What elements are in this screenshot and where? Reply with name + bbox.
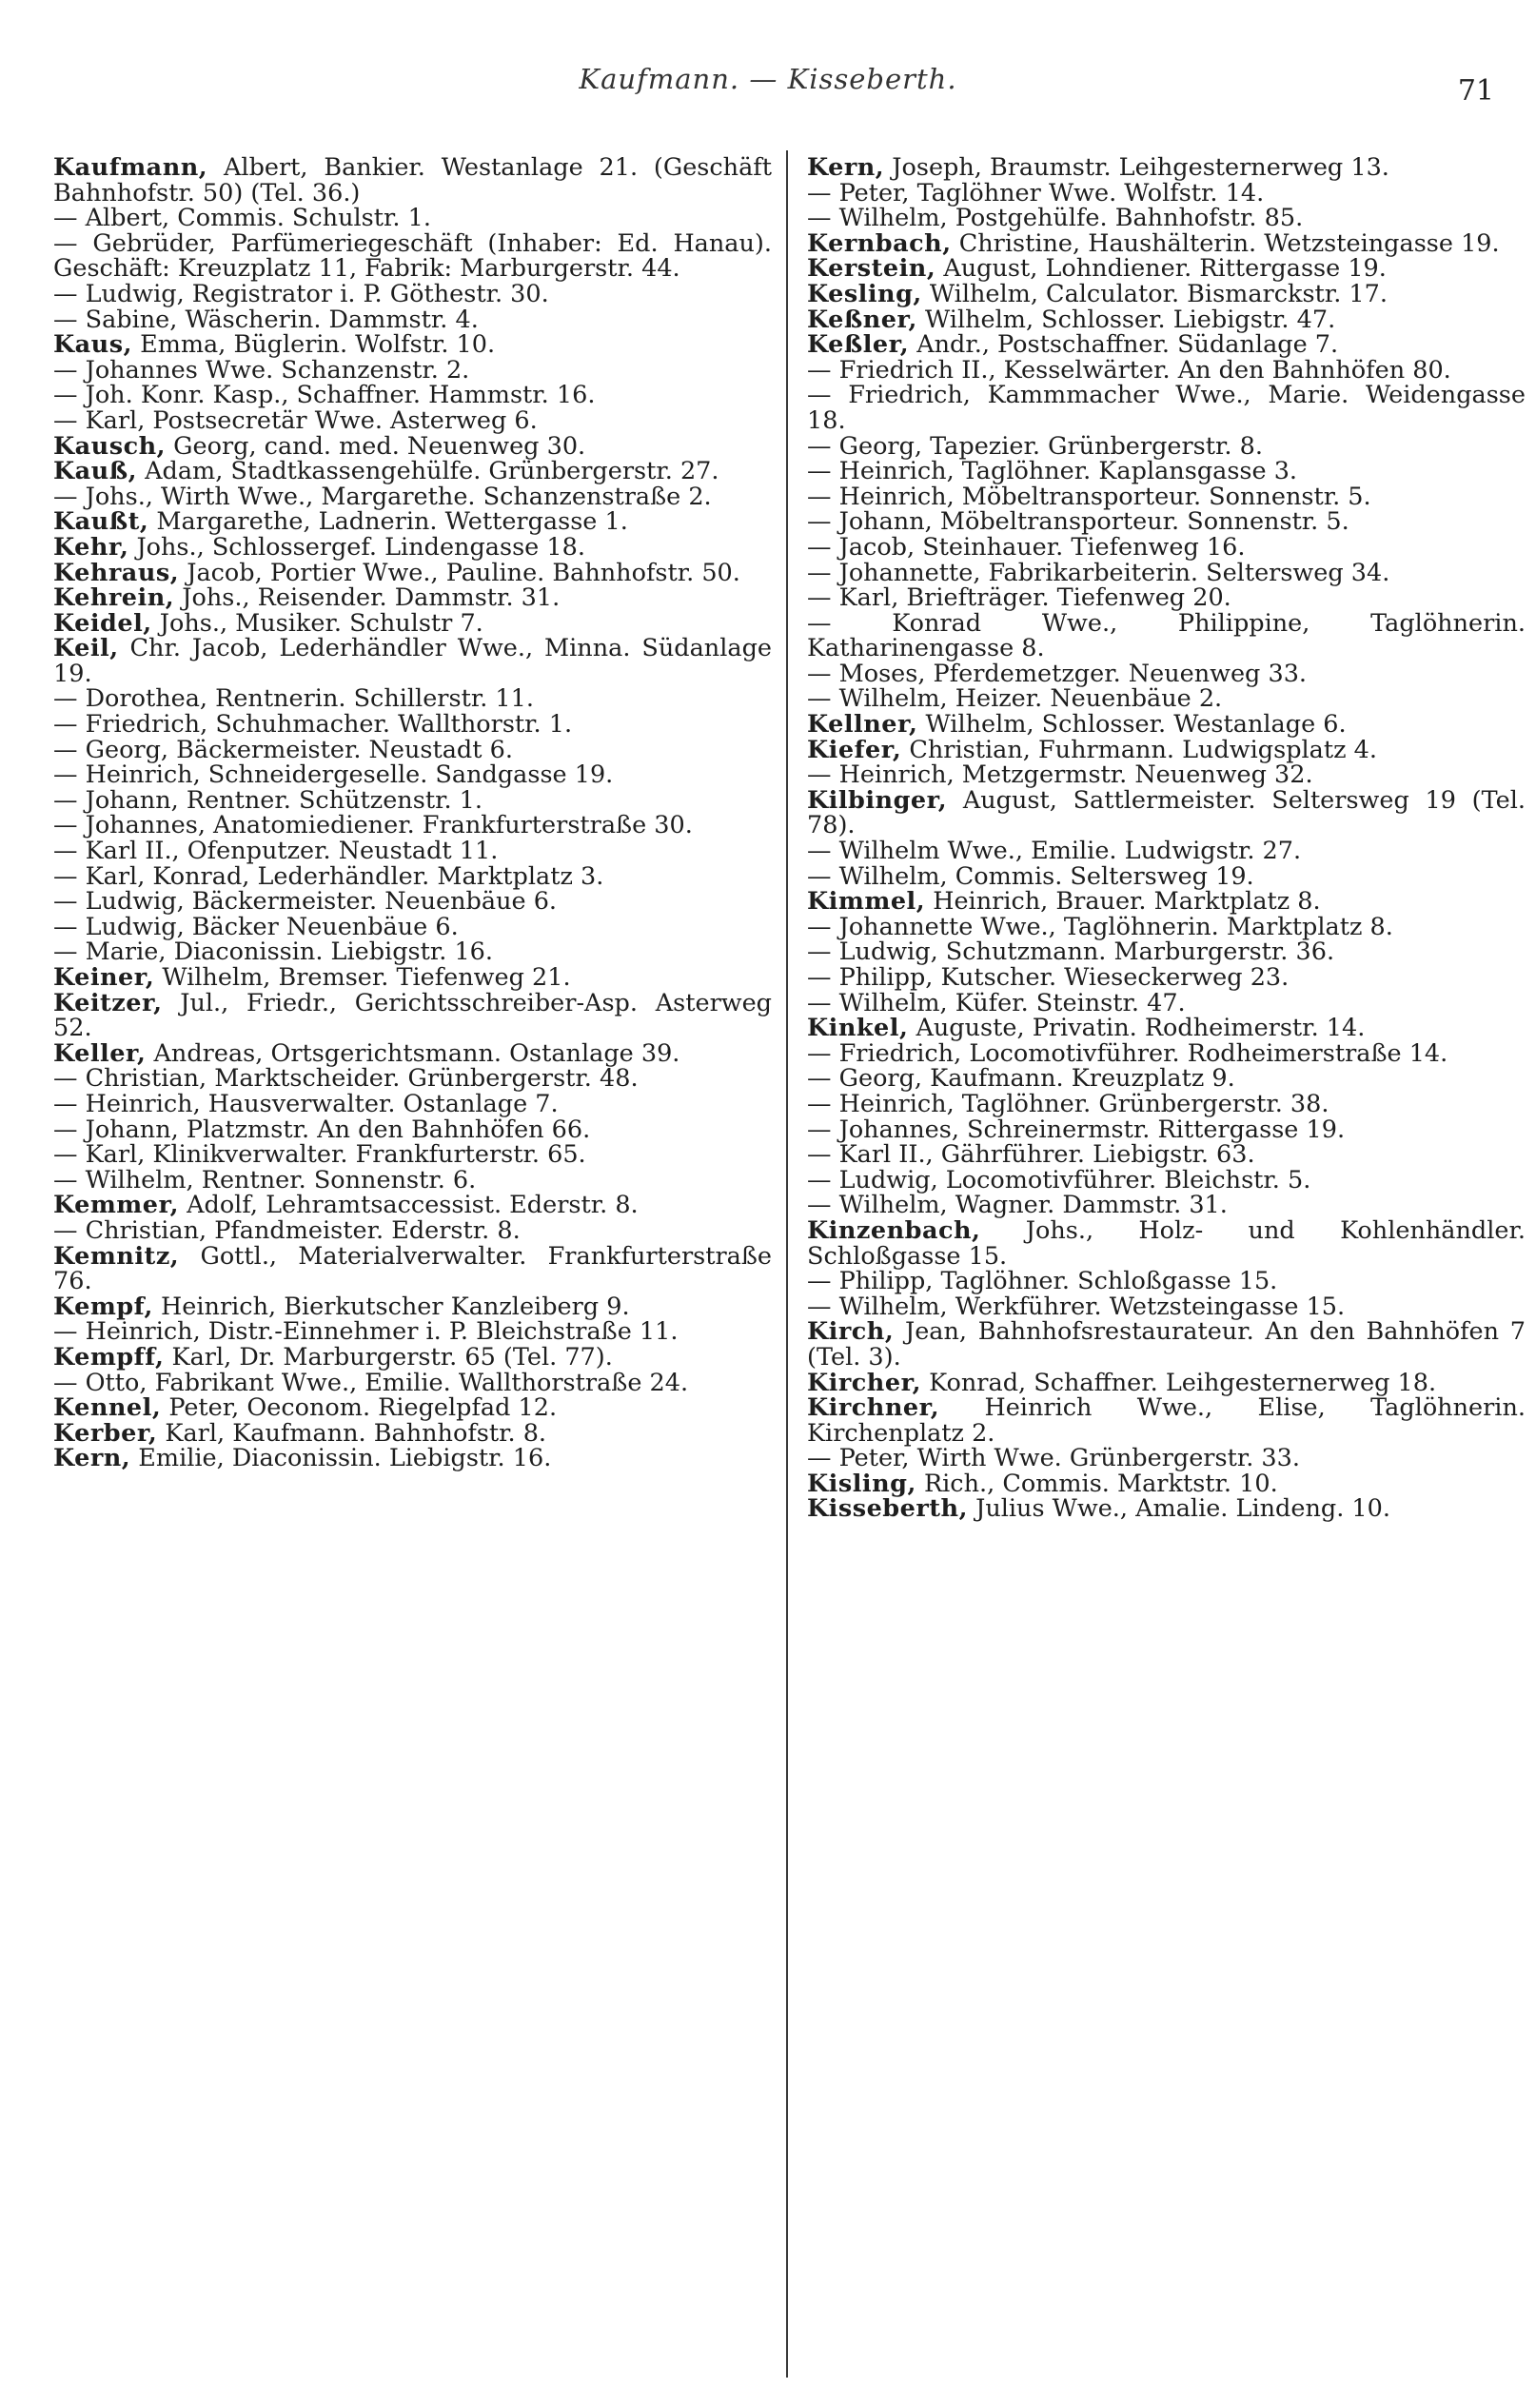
entry-details: — Johannette, Fabrikarbeiterin. Seltersweg 34. — [807, 558, 1390, 587]
directory-entry — [53, 965, 772, 991]
directory-entry — [53, 1165, 772, 1194]
entry-details: Johs., Holz- und Kohlenhändler. Schloßgasse 15. — [807, 1215, 1526, 1271]
entry-details: — Heinrich, Schneidergeselle. Sandgasse 19. — [53, 760, 614, 790]
directory-entry — [53, 1395, 772, 1421]
directory-entry — [807, 1446, 1526, 1471]
directory-entry — [53, 355, 772, 385]
right-column — [807, 155, 1526, 1522]
entry-details: Andreas, Ortsgerichtsmann. Ostanlage 39. — [153, 1038, 680, 1068]
entry-surname: Kerstein, — [807, 254, 936, 284]
entry-details: Jean, Bahnhofsrestaurateur. An den Bahnhöfen 7 (Tel. 3). — [807, 1317, 1526, 1372]
entry-surname: Kehrein, — [53, 583, 175, 613]
directory-entry — [807, 1016, 1526, 1041]
entry-details: Margarethe, Ladnerin. Wettergasse 1. — [156, 507, 628, 537]
entry-details: — Friedrich II., Kesselwärter. An den Bahnhöfen 80. — [807, 355, 1451, 385]
directory-entry — [53, 532, 772, 562]
entry-details: — Wilhelm, Küfer. Steinstr. 47. — [807, 988, 1186, 1017]
entry-details: — Karl, Postsecretär Wwe. Asterweg 6. — [53, 405, 538, 435]
directory-entry — [53, 1241, 772, 1296]
directory-entry — [807, 1368, 1526, 1397]
entry-details: Georg, cand. med. Neuenweg 30. — [173, 431, 586, 461]
entry-details: Gottl., Materialverwalter. Frankfurterstraße 76. — [53, 1241, 772, 1296]
entry-details: Chr. Jacob, Lederhändler Wwe., Minna. Südanlage 19. — [53, 634, 772, 688]
entry-details: — Moses, Pferdemetzger. Neuenweg 33. — [807, 659, 1308, 688]
entry-surname: Kehraus, — [53, 558, 180, 587]
entry-surname: Kaußt, — [53, 507, 149, 537]
entry-details: Joseph, Braumstr. Leihgesternerweg 13. — [892, 153, 1389, 182]
entry-details: — Johann, Rentner. Schützenstr. 1. — [53, 785, 482, 815]
directory-entry — [807, 355, 1526, 385]
entry-surname: Kempff, — [53, 1342, 165, 1372]
entry-details: Emma, Büglerin. Wolfstr. 10. — [140, 330, 496, 360]
directory-entry — [53, 155, 772, 206]
entry-details: — Peter, Taglöhner Wwe. Wolfstr. 14. — [807, 178, 1265, 207]
entry-surname: Keßler, — [807, 330, 910, 360]
entry-surname: Kern, — [807, 153, 885, 182]
entry-details: — Christian, Marktscheider. Grünbergerstr. 48. — [53, 1064, 639, 1094]
directory-entry — [807, 939, 1526, 965]
directory-entry — [807, 1215, 1526, 1271]
entry-details: Karl, Kaufmann. Bahnhofstr. 8. — [165, 1418, 547, 1448]
directory-entry — [807, 1142, 1526, 1168]
directory-entry — [807, 839, 1526, 864]
entry-surname: Kempf, — [53, 1292, 153, 1321]
entry-details: — Peter, Wirth Wwe. Grünbergerstr. 33. — [807, 1444, 1300, 1473]
directory-entry — [53, 1066, 772, 1092]
directory-entry — [53, 785, 772, 815]
directory-entry — [53, 383, 772, 408]
entry-surname: Kisling, — [807, 1469, 916, 1498]
directory-entry — [53, 228, 772, 284]
entry-details: — Wilhelm, Wagner. Dammstr. 31. — [807, 1191, 1228, 1220]
entry-surname: Kern, — [53, 1444, 131, 1473]
entry-details: Albert, Bankier. Westanlage 21. (Geschäft Bahnhofstr. 50) (Tel. 36.) — [53, 153, 772, 207]
directory-entry — [53, 1193, 772, 1218]
entry-surname: Kinzenbach, — [807, 1215, 981, 1245]
directory-entry — [53, 988, 773, 1043]
entry-details: — Heinrich, Metzgermstr. Neuenweg 32. — [807, 760, 1313, 790]
entry-details: Rich., Commis. Marktstr. 10. — [923, 1469, 1278, 1498]
entry-details: — Wilhelm Wwe., Emilie. Ludwigstr. 27. — [807, 837, 1302, 866]
entry-surname: Kemnitz, — [53, 1241, 180, 1271]
directory-entry — [807, 307, 1526, 333]
entry-details: Johs., Reisender. Dammstr. 31. — [182, 583, 561, 613]
entry-details: Wilhelm, Calculator. Bismarckstr. 17. — [929, 279, 1388, 308]
directory-entry — [807, 459, 1526, 484]
directory-entry — [53, 279, 772, 308]
entry-details: — Wilhelm, Rentner. Sonnenstr. 6. — [53, 1165, 477, 1194]
directory-entry — [807, 558, 1526, 587]
entry-details: Heinrich, Bierkutscher Kanzleiberg 9. — [161, 1292, 630, 1321]
entry-details: — Philipp, Taglöhner. Schloßgasse 15. — [807, 1267, 1278, 1296]
directory-entry — [53, 912, 772, 941]
entry-surname: Kimmel, — [807, 887, 926, 917]
directory-entry — [53, 1142, 772, 1168]
entry-details: Heinrich Wwe., Elise, Taglöhnerin. Kirchenplatz 2. — [807, 1393, 1526, 1448]
entry-details: — Ludwig, Schutzmann. Marburgerstr. 36. — [807, 938, 1335, 967]
entry-surname: Kinkel, — [807, 1014, 909, 1043]
entry-details: — Johann, Platzmstr. An den Bahnhöfen 66. — [53, 1115, 591, 1144]
entry-surname: Kernbach, — [807, 228, 952, 258]
entry-surname: Kirchner, — [807, 1393, 940, 1423]
directory-entry — [807, 532, 1526, 562]
directory-entry — [53, 608, 772, 638]
directory-entry — [807, 1319, 1526, 1370]
directory-entry — [53, 939, 772, 965]
directory-entry — [807, 228, 1526, 258]
entry-details: — Johannes, Anatomiediener. Frankfurterstraße 30. — [53, 811, 693, 840]
entry-details: — Konrad Wwe., Philippine, Taglöhnerin. Katharinengasse 8. — [807, 608, 1526, 663]
column-divider — [786, 150, 788, 2378]
page-header — [0, 63, 1536, 120]
entry-details: — Sabine, Wäscherin. Dammstr. 4. — [53, 305, 479, 334]
entry-surname: Kausch, — [53, 431, 167, 461]
entry-surname: Kerber, — [53, 1418, 158, 1448]
entry-details: — Ludwig, Bäckermeister. Neuenbäue 6. — [53, 887, 558, 917]
directory-entry — [807, 155, 1526, 181]
entry-surname: Kauß, — [53, 457, 137, 486]
directory-entry — [53, 813, 772, 839]
entry-details: — Karl, Klinikverwalter. Frankfurterstr. 65. — [53, 1140, 586, 1170]
entry-details: — Wilhelm, Heizer. Neuenbäue 2. — [807, 684, 1223, 714]
directory-entry — [807, 1066, 1526, 1092]
entry-details: Karl, Dr. Marburgerstr. 65 (Tel. 77). — [171, 1342, 613, 1372]
page-number: 71 — [1457, 74, 1494, 108]
entry-details: Auguste, Privatin. Rodheimerstr. 14. — [916, 1014, 1366, 1043]
directory-entry — [807, 661, 1526, 687]
entry-details: Peter, Oeconom. Riegelpfad 12. — [168, 1393, 558, 1423]
directory-entry — [807, 762, 1526, 788]
entry-details: — Wilhelm, Werkführer. Wetzsteingasse 15. — [807, 1292, 1346, 1321]
directory-entry — [53, 1342, 772, 1372]
directory-entry — [53, 558, 772, 587]
entry-details: — Friedrich, Kammmacher Wwe., Marie. Weidengasse 18. — [807, 381, 1526, 435]
entry-details: — Joh. Konr. Kasp., Schaffner. Hammstr. 16. — [53, 381, 596, 410]
running-title: Kaufmann. — Kisseberth. — [579, 63, 957, 95]
entry-details: Adam, Stadtkassengehülfe. Grünbergerstr. 27. — [145, 457, 719, 486]
entry-details: Jacob, Portier Wwe., Pauline. Bahnhofstr. 50. — [187, 558, 740, 587]
directory-entry — [807, 332, 1526, 358]
entry-details: Wilhelm, Schlosser. Westanlage 6. — [925, 710, 1347, 740]
left-column — [53, 155, 772, 1471]
directory-entry — [807, 1089, 1526, 1118]
directory-entry — [807, 1193, 1526, 1218]
entry-details: Emilie, Diaconissin. Liebigstr. 16. — [138, 1444, 552, 1473]
directory-entry — [807, 509, 1526, 535]
entry-details: Christian, Fuhrmann. Ludwigsplatz 4. — [909, 735, 1377, 764]
entry-surname: Kaufmann, — [53, 153, 208, 182]
directory-entry — [807, 1496, 1526, 1522]
entry-details: Konrad, Schaffner. Leihgesternerweg 18. — [929, 1368, 1437, 1397]
directory-entry — [53, 1418, 772, 1448]
entry-details: — Georg, Kaufmann. Kreuzplatz 9. — [807, 1064, 1235, 1094]
directory-entry — [53, 889, 772, 915]
directory-entry — [807, 1471, 1526, 1497]
directory-entry — [53, 762, 772, 788]
directory-entry — [53, 459, 772, 484]
directory-entry — [53, 1294, 772, 1320]
directory-entry — [807, 383, 1526, 433]
entry-details: — Johann, Möbeltransporteur. Sonnenstr. 5. — [807, 507, 1349, 537]
directory-entry — [53, 636, 772, 686]
directory-entry — [53, 307, 772, 333]
entry-details: — Ludwig, Registrator i. P. Göthestr. 30. — [53, 279, 549, 308]
entry-details: — Friedrich, Schuhmacher. Wallthorstr. 1. — [53, 710, 573, 740]
directory-entry — [53, 1446, 772, 1471]
directory-entry — [807, 1165, 1526, 1194]
entry-details: — Karl, Konrad, Lederhändler. Marktplatz 3. — [53, 861, 604, 891]
directory-entry — [53, 431, 772, 461]
entry-details: — Georg, Bäckermeister. Neustadt 6. — [53, 735, 513, 764]
entry-details: Julius Wwe., Amalie. Lindeng. 10. — [975, 1494, 1390, 1524]
directory-entry — [53, 1215, 772, 1245]
directory-entry — [53, 839, 772, 864]
entry-surname: Kirch, — [807, 1317, 895, 1347]
entry-details: — Heinrich, Hausverwalter. Ostanlage 7. — [53, 1089, 559, 1118]
entry-details: — Johannes, Schreinermstr. Rittergasse 19. — [807, 1115, 1346, 1144]
directory-entry — [807, 988, 1526, 1017]
directory-entry — [807, 1117, 1526, 1143]
directory-entry — [807, 431, 1526, 461]
directory-entry — [53, 686, 772, 712]
entry-details: Johs., Musiker. Schulstr 7. — [159, 608, 483, 638]
entry-details: — Georg, Tapezier. Grünbergerstr. 8. — [807, 431, 1263, 461]
directory-entry — [53, 1368, 772, 1397]
entry-details: — Heinrich, Distr.-Einnehmer i. P. Bleichstraße 11. — [53, 1317, 679, 1347]
entry-details: — Johs., Wirth Wwe., Margarethe. Schanzenstraße 2. — [53, 482, 712, 511]
entry-surname: Keil, — [53, 634, 119, 663]
directory-entry — [53, 712, 772, 738]
entry-details: Heinrich, Brauer. Marktplatz 8. — [933, 887, 1321, 917]
directory-entry — [53, 206, 772, 231]
entry-details: — Friedrich, Locomotivführer. Rodheimerstraße 14. — [807, 1038, 1448, 1068]
entry-details: — Ludwig, Locomotivführer. Bleichstr. 5. — [807, 1165, 1311, 1194]
entry-details: Jul., Friedr., Gerichtsschreiber-Asp. Asterweg 52. — [53, 988, 773, 1043]
directory-entry — [53, 1319, 772, 1345]
entry-surname: Kisseberth, — [807, 1494, 968, 1524]
entry-surname: Kircher, — [807, 1368, 922, 1397]
entry-details: — Gebrüder, Parfümeriegeschäft (Inhaber: Ed. Hanau). Geschäft: Kreuzplatz 11, Fabrik: Marburgerstr. 44. — [53, 228, 772, 284]
entry-surname: Kiefer, — [807, 735, 902, 764]
entry-surname: Kilbinger, — [807, 785, 948, 815]
entry-details: August, Lohndiener. Rittergasse 19. — [943, 254, 1387, 284]
directory-entry — [807, 178, 1526, 207]
entry-details: Adolf, Lehramtsaccessist. Ederstr. 8. — [187, 1191, 639, 1220]
directory-entry — [53, 332, 772, 358]
entry-details: — Heinrich, Taglöhner. Kaplansgasse 3. — [807, 457, 1298, 486]
entry-surname: Kesling, — [807, 279, 922, 308]
directory-entry — [807, 889, 1526, 915]
directory-entry — [53, 509, 772, 535]
directory-entry — [807, 1038, 1526, 1068]
entry-surname: Keitzer, — [53, 988, 163, 1017]
entry-details: — Wilhelm, Postgehülfe. Bahnhofstr. 85. — [807, 204, 1304, 233]
directory-entry — [807, 686, 1526, 712]
directory-entry — [807, 279, 1526, 308]
entry-details: — Christian, Pfandmeister. Ederstr. 8. — [53, 1215, 521, 1245]
entry-details: — Karl II., Ofenputzer. Neustadt 11. — [53, 837, 499, 866]
entry-details: Andr., Postschaffner. Südanlage 7. — [916, 330, 1339, 360]
entry-details: — Jacob, Steinhauer. Tiefenweg 16. — [807, 532, 1246, 562]
entry-details: — Albert, Commis. Schulstr. 1. — [53, 204, 431, 233]
entry-details: Wilhelm, Schlosser. Liebigstr. 47. — [925, 305, 1336, 334]
entry-details: August, Sattlermeister. Seltersweg 19 (Tel. 78). — [807, 785, 1526, 840]
directory-entry — [807, 735, 1526, 764]
directory-entry — [53, 1117, 772, 1143]
directory-entry — [807, 1294, 1526, 1320]
directory-entry — [807, 1395, 1526, 1446]
entry-surname: Keidel, — [53, 608, 152, 638]
directory-entry — [807, 484, 1526, 510]
entry-details: — Ludwig, Bäcker Neuenbäue 6. — [53, 912, 459, 941]
directory-entry — [53, 861, 772, 891]
directory-entry — [807, 712, 1526, 738]
directory-entry — [53, 1038, 772, 1068]
entry-surname: Keiner, — [53, 963, 155, 992]
entry-surname: Kemmer, — [53, 1191, 179, 1220]
directory-entry — [53, 1089, 772, 1118]
entry-surname: Keller, — [53, 1038, 147, 1068]
entry-surname: Kehr, — [53, 532, 129, 562]
directory-entry — [807, 861, 1526, 891]
directory-entry — [807, 585, 1526, 611]
entry-details: — Philipp, Kutscher. Wieseckerweg 23. — [807, 963, 1290, 992]
directory-entry — [53, 484, 772, 510]
entry-surname: Kellner, — [807, 710, 918, 740]
directory-entry — [807, 1269, 1526, 1294]
directory-entry — [807, 206, 1526, 231]
entry-surname: Keßner, — [807, 305, 917, 334]
directory-entry — [807, 608, 1526, 663]
directory-entry — [807, 965, 1526, 991]
entry-details: — Karl II., Gährführer. Liebigstr. 63. — [807, 1140, 1255, 1170]
entry-details: — Heinrich, Taglöhner. Grünbergerstr. 38. — [807, 1089, 1329, 1118]
directory-entry — [807, 785, 1526, 840]
entry-details: — Dorothea, Rentnerin. Schillerstr. 11. — [53, 684, 534, 714]
entry-details: — Wilhelm, Commis. Seltersweg 19. — [807, 861, 1254, 891]
directory-entry — [53, 405, 772, 435]
directory-entry — [807, 256, 1526, 282]
entry-details: — Heinrich, Möbeltransporteur. Sonnenstr. 5. — [807, 482, 1371, 511]
entry-details: Johs., Schlossergef. Lindengasse 18. — [136, 532, 585, 562]
entry-details: Christine, Haushälterin. Wetzsteingasse 19. — [958, 228, 1500, 258]
entry-details: Wilhelm, Bremser. Tiefenweg 21. — [162, 963, 571, 992]
entry-details: — Johannes Wwe. Schanzenstr. 2. — [53, 355, 470, 385]
entry-surname: Kennel, — [53, 1393, 162, 1423]
directory-entry — [53, 735, 772, 764]
entry-details: — Johannette Wwe., Taglöhnerin. Marktplatz 8. — [807, 912, 1393, 941]
directory-entry — [807, 912, 1526, 941]
entry-surname: Kaus, — [53, 330, 132, 360]
directory-entry — [53, 585, 772, 611]
entry-details: — Karl, Briefträger. Tiefenweg 20. — [807, 583, 1231, 613]
entry-details: — Otto, Fabrikant Wwe., Emilie. Wallthorstraße 24. — [53, 1368, 689, 1397]
entry-details: — Marie, Diaconissin. Liebigstr. 16. — [53, 938, 494, 967]
